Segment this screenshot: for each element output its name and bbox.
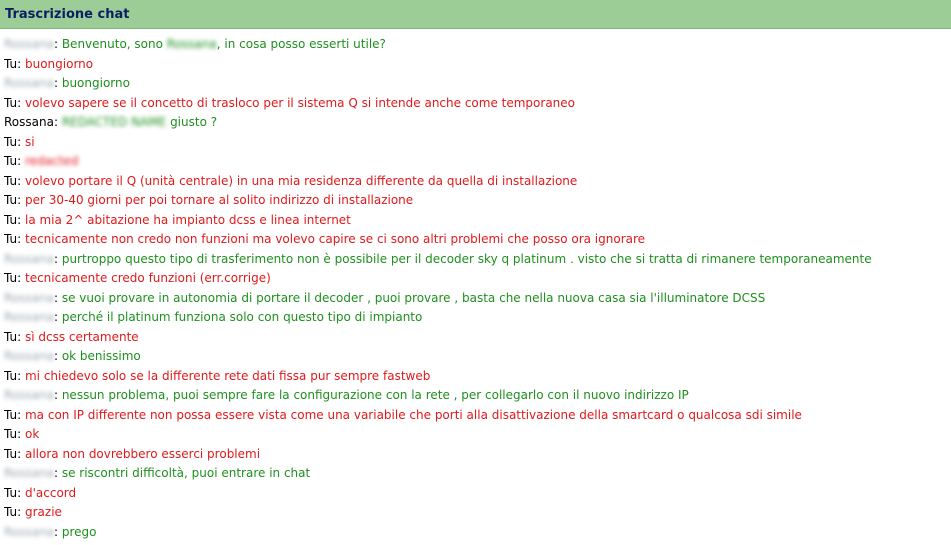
sender-name: Tu (4, 271, 18, 285)
sender-separator: : (17, 212, 25, 227)
sender-separator: : (17, 485, 25, 500)
sender-separator: : (53, 524, 62, 539)
message-text: giusto ? (166, 115, 218, 129)
message-text: , in cosa posso esserti utile? (216, 37, 386, 51)
agent-message (4, 250, 951, 270)
message-text: volevo sapere se il concetto di trasloco per il sistema Q si intende anche come temporaneo (24, 95, 575, 110)
sender-name: Tu (4, 56, 18, 71)
redacted-name: Rossana (166, 37, 217, 51)
chat-transcript (0, 29, 951, 542)
sender-separator: : (17, 427, 25, 441)
sender-name: Rossana (4, 115, 54, 129)
user-message (4, 211, 951, 231)
agent-message (4, 347, 951, 367)
sender-separator: : (17, 154, 25, 168)
message-text: ok benissimo (61, 349, 141, 363)
sender-separator: : (53, 76, 62, 90)
message-text: nessun problema, puoi sempre fare la configurazione con la rete , per collegarlo con il nuovo indirizzo IP (61, 388, 689, 402)
sender-separator: : (17, 271, 25, 285)
sender-separator: : (17, 407, 25, 422)
sender-name-redacted: Rossana (4, 349, 54, 363)
sender-name-redacted: Rossana (4, 37, 54, 51)
sender-name: Tu (4, 368, 18, 383)
sender-name: Tu (4, 427, 18, 441)
agent-message (4, 464, 951, 484)
message-text: se vuoi provare in autonomia di portare il decoder , puoi provare , basta che nella nuova casa sia l'illuminatore DCSS (61, 290, 766, 305)
message-text: tecnicamente credo funzioni (err.corrige) (24, 271, 271, 285)
message-text: ma con IP differente non possa essere vista come una variabile che porti alla disattivazione della smartcard o qualcosa sdi simile (24, 407, 802, 422)
user-message (4, 191, 951, 211)
sender-separator: : (17, 368, 25, 383)
sender-name: Tu (4, 485, 18, 500)
sender-separator: : (53, 251, 62, 266)
message-text: buongiorno (61, 76, 130, 90)
user-message (4, 328, 951, 348)
agent-message (4, 308, 951, 328)
agent-message (4, 386, 951, 406)
user-message (4, 172, 951, 192)
sender-separator: : (17, 56, 25, 71)
message-text: grazie (24, 505, 62, 519)
sender-separator: : (17, 446, 25, 461)
agent-message (4, 35, 951, 55)
sender-separator: : (17, 173, 25, 188)
page-title: Trascrizione chat (5, 6, 130, 22)
sender-name: Tu (4, 232, 18, 246)
user-message (4, 230, 951, 250)
sender-name: Tu (4, 446, 18, 461)
user-message (4, 484, 951, 504)
sender-separator: : (17, 232, 25, 246)
sender-name: Tu (4, 173, 18, 188)
message-text: mi chiedevo solo se la differente rete dati fissa pur sempre fastweb (24, 368, 431, 383)
agent-message (4, 113, 951, 133)
agent-message (4, 523, 951, 543)
sender-name-redacted: Rossana (4, 524, 54, 539)
user-message (4, 367, 951, 387)
message-text: per 30-40 giorni per poi tornare al solito indirizzo di installazione (24, 193, 414, 207)
sender-separator: : (17, 193, 25, 207)
sender-separator: : (53, 37, 62, 51)
sender-separator: : (53, 290, 62, 305)
user-message (4, 152, 951, 172)
sender-separator: : (53, 388, 62, 402)
sender-name: Tu (4, 505, 18, 519)
message-text: buongiorno (24, 56, 94, 71)
sender-name: Tu (4, 154, 18, 168)
message-text: volevo portare il Q (unità centrale) in una mia residenza differente da quella di installazione (24, 173, 578, 188)
message-text: ok (24, 427, 40, 441)
sender-name-redacted: Rossana (4, 251, 54, 266)
sender-name-redacted: Rossana (4, 310, 54, 324)
sender-name: Tu (4, 212, 18, 227)
user-message (4, 133, 951, 153)
sender-separator: : (53, 115, 62, 129)
user-message (4, 406, 951, 426)
message-text: allora non dovrebbero esserci problemi (24, 446, 261, 461)
message-text: purtroppo questo tipo di trasferimento non è possibile per il decoder sky q platinum . visto che si tratta di rimanere temporaneamente (61, 251, 872, 266)
sender-name: Tu (4, 193, 18, 207)
sender-separator: : (17, 505, 25, 519)
sender-separator: : (17, 95, 25, 110)
sender-separator: : (17, 134, 25, 149)
message-text: se riscontri difficoltà, puoi entrare in chat (61, 466, 311, 480)
sender-name-redacted: Rossana (4, 290, 54, 305)
chat-transcript-header (0, 0, 951, 29)
user-message (4, 445, 951, 465)
message-text: perché il platinum funziona solo con questo tipo di impianto (61, 310, 423, 324)
message-text: sì dcss certamente (24, 329, 139, 344)
message-text: tecnicamente non credo non funzioni ma volevo capire se ci sono altri problemi che posso ora ignorare (24, 232, 646, 246)
user-message (4, 55, 951, 75)
sender-name-redacted: Rossana (4, 76, 54, 90)
message-text: Benvenuto, sono (61, 37, 167, 51)
message-text: d'accord (24, 485, 77, 500)
sender-name-redacted: Rossana (4, 466, 54, 480)
message-text: si (24, 134, 35, 149)
redacted-name: REDACTED NAME (61, 115, 167, 129)
message-text: la mia 2^ abitazione ha impianto dcss e linea internet (24, 212, 351, 227)
redacted-message-text: redacted (24, 154, 79, 168)
user-message (4, 503, 951, 523)
message-text: prego (61, 524, 97, 539)
sender-separator: : (53, 310, 62, 324)
user-message (4, 94, 951, 114)
sender-separator: : (17, 329, 25, 344)
sender-name-redacted: Rossana (4, 388, 54, 402)
sender-name: Tu (4, 134, 18, 149)
sender-name: Tu (4, 407, 18, 422)
user-message (4, 425, 951, 445)
sender-name: Tu (4, 95, 18, 110)
sender-separator: : (53, 349, 62, 363)
sender-separator: : (53, 466, 62, 480)
sender-name: Tu (4, 329, 18, 344)
agent-message (4, 74, 951, 94)
agent-message (4, 289, 951, 309)
user-message (4, 269, 951, 289)
